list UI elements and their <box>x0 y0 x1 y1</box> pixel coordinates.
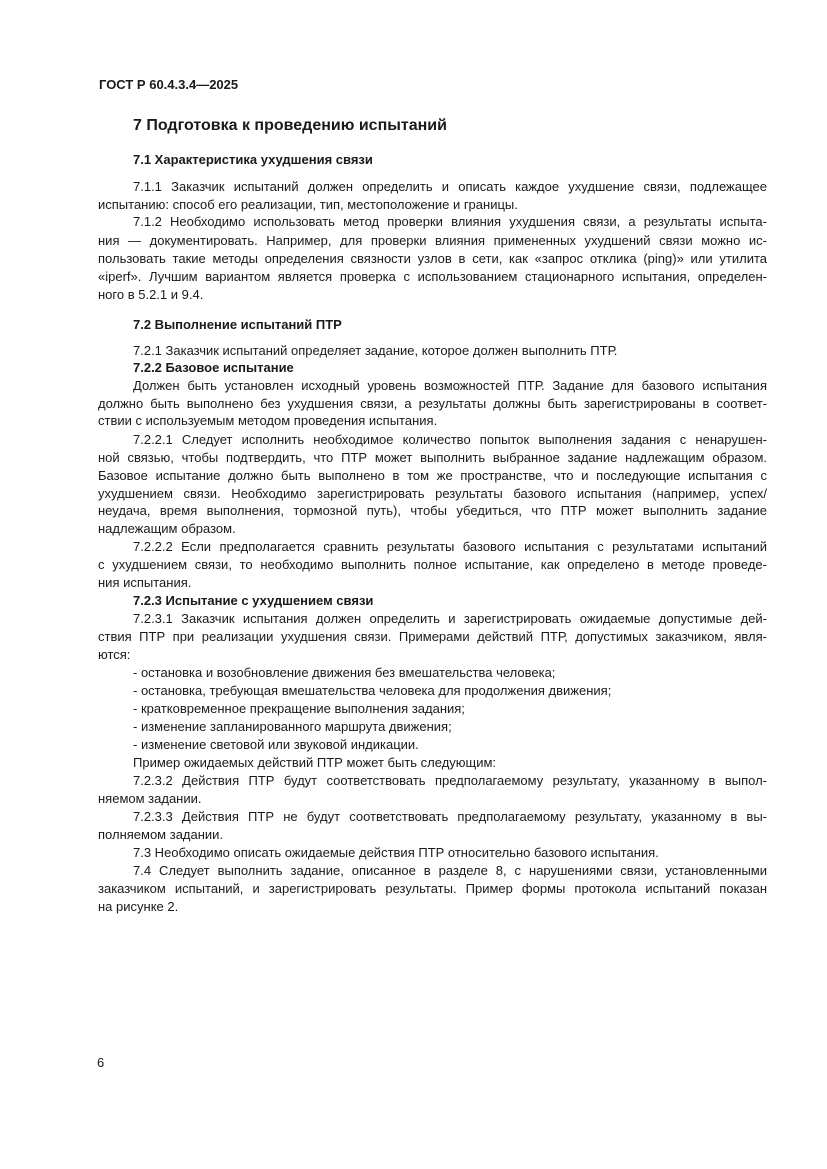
paragraph-line: полняемом задании. <box>98 827 224 842</box>
paragraph-line: 7.1.1 Заказчик испытаний должен определить и описать каждое ухудшение связи, подлежащее <box>133 179 767 194</box>
paragraph-line: Пример ожидаемых действий ПТР может быть следующим: <box>133 755 497 770</box>
paragraph-line: 7.2.2.2 Если предполагается сравнить результаты базового испытания с результатами испытаний <box>133 539 767 554</box>
paragraph-line: 7.2.3.1 Заказчик испытания должен определить и зарегистрировать ожидаемые допустимые дей- <box>133 611 767 626</box>
paragraph-line: ствии с используемым методом проведения испытания. <box>98 413 438 428</box>
paragraph-line: «iperf». Лучшим вариантом является проверка с использованием стационарного испытания, определен- <box>98 269 767 284</box>
paragraph-line: 7.2.1 Заказчик испытаний определяет задание, которое должен выполнить ПТР. <box>133 343 618 358</box>
paragraph-line: 7.2.3.2 Действия ПТР будут соответствовать предполагаемому результату, указанному в выпол- <box>133 773 767 788</box>
list-item: - изменение запланированного маршрута движения; <box>133 719 452 734</box>
paragraph-line: с ухудшением связи, то необходимо выполнить полное испытание, как определено в методе проведе- <box>98 557 767 572</box>
subsection-heading: 7.2 Выполнение испытаний ПТР <box>133 317 342 332</box>
paragraph-line: 7.3 Необходимо описать ожидаемые действия ПТР относительно базового испытания. <box>133 845 659 860</box>
paragraph-line: 7.4 Следует выполнить задание, описанное в разделе 8, с нарушениями связи, установленными <box>133 863 767 878</box>
paragraph-line: Базовое испытание должно быть выполнено в том же пространстве, что и последующие испытания с <box>98 468 767 483</box>
paragraph-line: надлежащим образом. <box>98 521 236 536</box>
list-item: - изменение световой или звуковой индикации. <box>133 737 419 752</box>
subsection-heading: 7.2.3 Испытание с ухудшением связи <box>133 593 374 608</box>
paragraph-line: неудача, время выполнения, тормозной путь), чтобы убедиться, что ПТР может выполнить задание <box>98 503 767 518</box>
paragraph-line: ния — документировать. Например, для проверки влияния примененных ухудшений связи можно ис- <box>98 233 767 248</box>
paragraph-line: ной связью, чтобы подтвердить, что ПТР может выполнить выбранное задание надлежащим образом. <box>98 450 767 465</box>
paragraph-line: 7.1.2 Необходимо использовать метод проверки влияния ухудшения связи, а результаты испыта- <box>133 214 767 229</box>
list-item: - остановка и возобновление движения без вмешательства человека; <box>133 665 556 680</box>
subsection-heading: 7.1 Характеристика ухудшения связи <box>133 152 373 167</box>
paragraph-line: ствия ПТР при реализации ухудшения связи. Примерами действий ПТР, допустимых заказчиком, явля- <box>98 629 767 644</box>
paragraph-line: ухудшением связи. Необходимо зарегистрировать результаты базового испытания (например, успех/ <box>98 486 767 501</box>
paragraph-line: Должен быть установлен исходный уровень возможностей ПТР. Задание для базового испытания <box>133 378 767 393</box>
section-title: 7 Подготовка к проведению испытаний <box>133 117 447 134</box>
paragraph-line: ния испытания. <box>98 575 192 590</box>
paragraph-line: пользовать такие методы определения связности узлов в сети, как «запрос отклика (ping)» или утилита <box>98 251 767 266</box>
paragraph-line: испытанию: способ его реализации, тип, местоположение и границы. <box>98 197 518 212</box>
page-number: 6 <box>97 1055 105 1070</box>
paragraph-line: ного в 5.2.1 и 9.4. <box>98 287 204 302</box>
paragraph-line: заказчиком испытаний, и зарегистрировать результаты. Пример формы протокола испытаний показан <box>98 881 767 896</box>
paragraph-line: должно быть выполнено без ухудшения связи, а результаты должны быть зарегистрированы в соответ- <box>98 396 767 411</box>
document-code: ГОСТ Р 60.4.3.4—2025 <box>99 77 239 92</box>
paragraph-line: на рисунке 2. <box>98 899 179 914</box>
subsection-heading: 7.2.2 Базовое испытание <box>133 360 294 375</box>
paragraph-line: няемом задании. <box>98 791 202 806</box>
list-item: - остановка, требующая вмешательства человека для продолжения движения; <box>133 683 612 698</box>
paragraph-line: 7.2.3.3 Действия ПТР не будут соответствовать предполагаемому результату, указанному в вы- <box>133 809 767 824</box>
paragraph-line: 7.2.2.1 Следует исполнить необходимое количество попыток выполнения задания с ненарушен- <box>133 432 767 447</box>
list-item: - кратковременное прекращение выполнения задания; <box>133 701 465 716</box>
paragraph-line: ются: <box>98 647 131 662</box>
